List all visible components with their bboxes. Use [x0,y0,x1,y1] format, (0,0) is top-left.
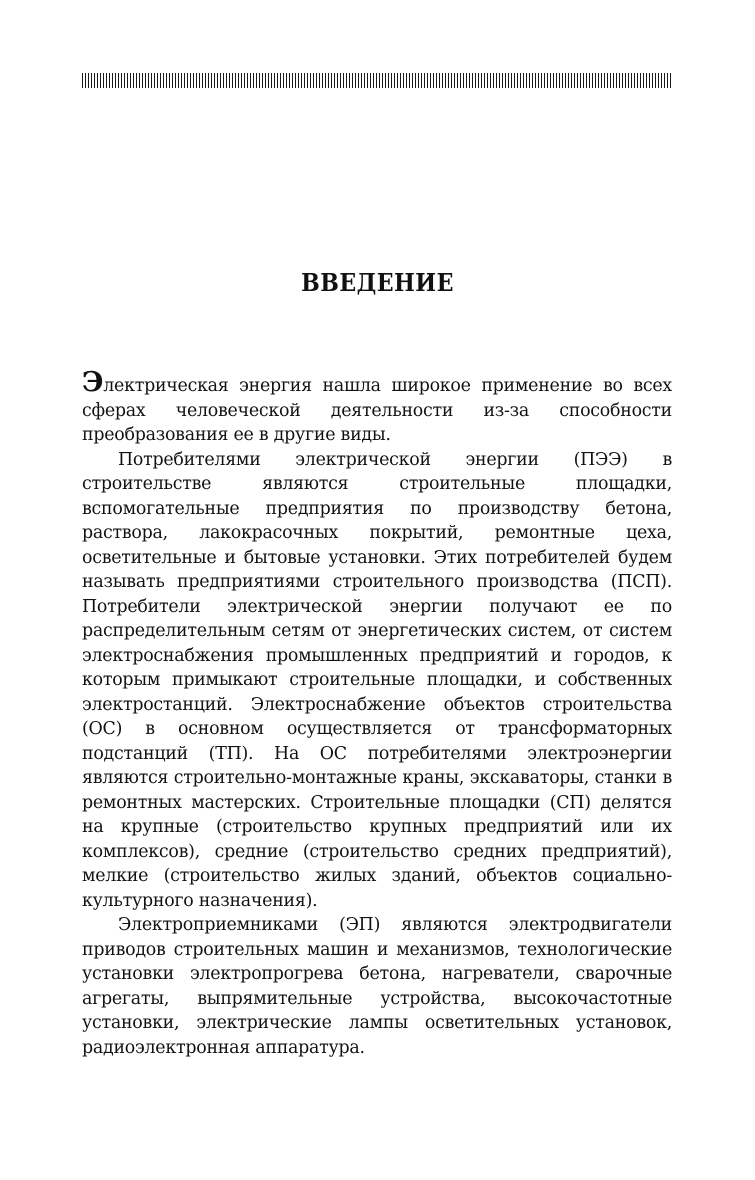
paragraph-consumers: Потребителями электрической энергии (ПЭЭ) в строительстве являются строительные площадки, вспомогательные предприятия по производству бетона, раствора, лакокрасочных покрытий, ремонтные цеха, осветительные и бытовые установки. Этих потребителей будем называть предприятиями строительного производства (ПСП). Потребители электрической энергии получают ее по распределительным сетям от энергетических систем, от систем электроснабжения промышленных предприятий и городов, к которым примыкают строительные площадки, и собственных электростанций. Электроснабжение объектов строительства (ОС) в основном осуществляется от трансформаторных подстанций (ТП). На ОС потребителями электроэнергии являются строительно-монтажные краны, экскаваторы, станки в ремонтных мастерских. Строительные площадки (СП) делятся на крупные (строительство крупных предприятий или их комплексов), средние (строительство средних предприятий), мелкие (строительство жилых зданий, объектов социально-культурного назначения). [82,449,672,911]
body-text [82,367,672,1060]
page-title: ВВЕДЕНИЕ [301,268,454,297]
drop-cap: Э [82,367,104,398]
header-rule [82,73,672,88]
paragraph-text: лектрическая энергия нашла широкое применение во всех сферах человеческой деятельности из-за способности преобразования ее в другие виды. [82,376,672,445]
paragraph-intro [82,367,672,448]
paragraph-receivers: Электроприемниками (ЭП) являются электродвигатели приводов строительных машин и механизмов, технологические установки электропрогрева бетона, нагреватели, сварочные агрегаты, выпрямительные устройства, высокочастотные установки, электрические лампы осветительных установок, радиоэлектронная аппаратура. [82,915,672,1058]
